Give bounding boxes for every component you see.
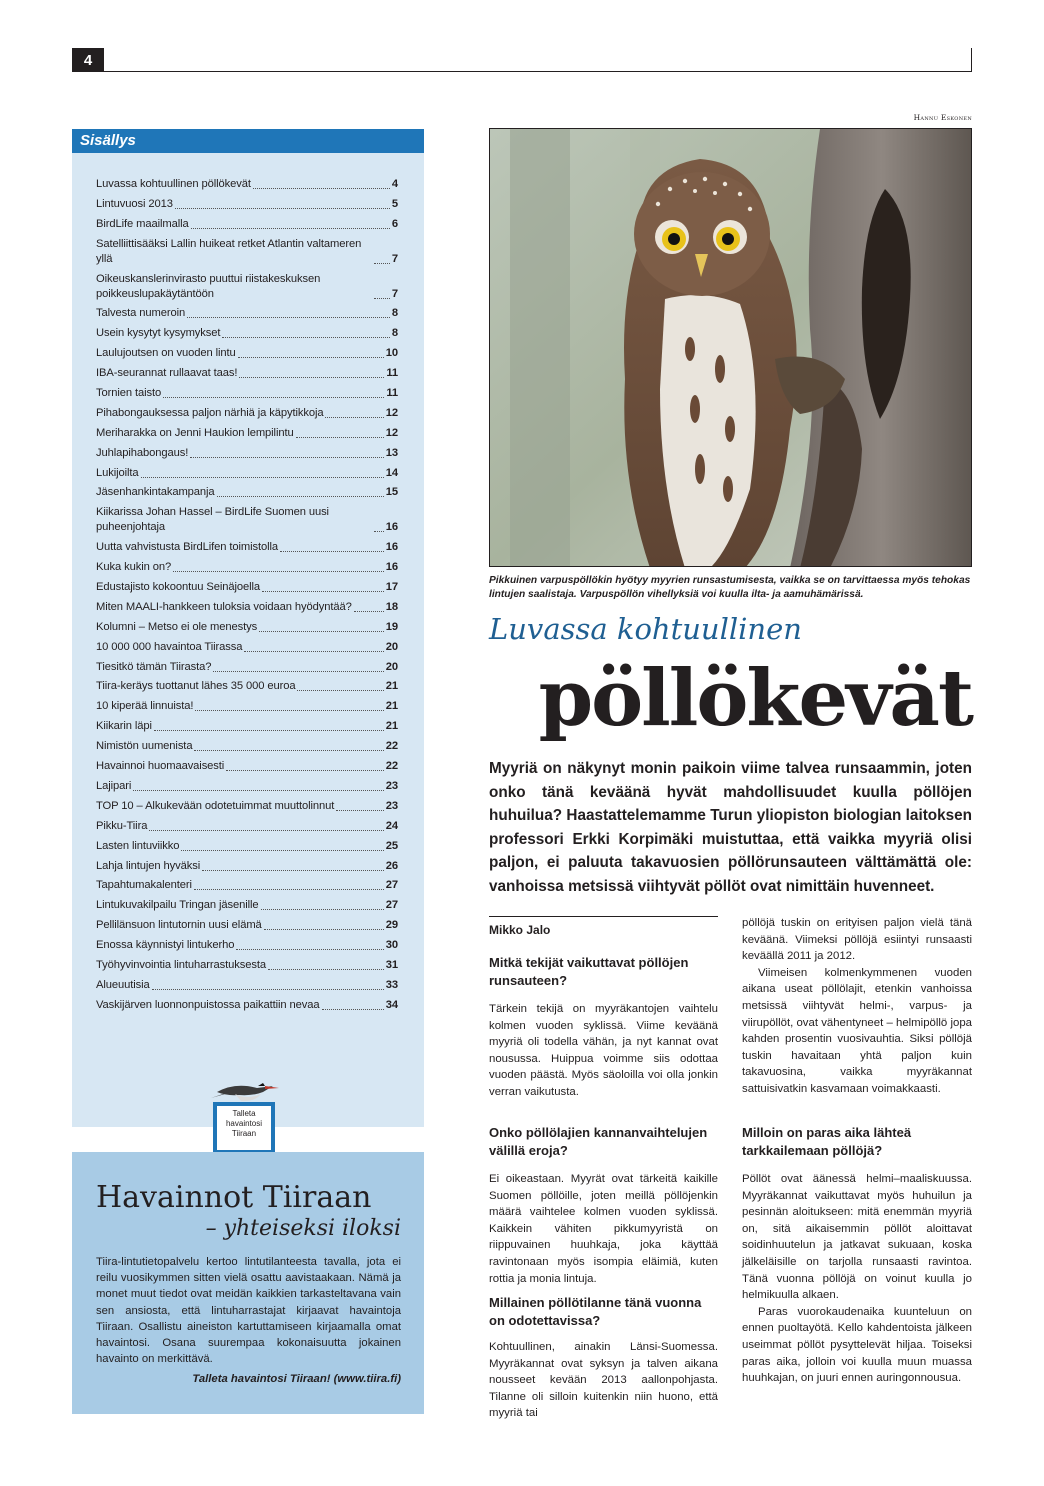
tiira-ad-subtitle: – yhteiseksi iloksi <box>205 1216 401 1241</box>
toc-item-title: Edustajisto kokoontuu Seinäjoella <box>96 581 261 594</box>
toc-item-title: Tiira-keräys tuottanut lähes 35 000 euroa <box>96 680 296 693</box>
toc-leader <box>226 770 384 771</box>
toc-leader <box>253 188 390 189</box>
toc-item[interactable] <box>96 177 398 192</box>
toc-item-page: 24 <box>385 819 398 832</box>
toc-item-title: Laulujoutsen on vuoden lintu <box>96 347 236 360</box>
toc-item-page: 22 <box>385 740 398 753</box>
toc-item[interactable] <box>96 346 398 361</box>
column-2-paragraph-2: Viimeisen kolmenkymmenen vuoden aikana useat pöllölajit, etenkin vanhoissa metsissä viihtyvät helmi-, varpus- ja viirupöllöt, ovat vähentyneet – helmipöllö jopa kahden prosentin vuosivauhtia. Siksi pöllöjä tuskin havaitaan yhtä paljon kuin takavuosina, vaikka myyräkannat sattuisivatkin kasvamaan voimakkaasti. <box>742 966 972 1095</box>
toc-item[interactable] <box>96 386 398 401</box>
toc-item[interactable] <box>96 660 398 675</box>
toc-item-page: 7 <box>391 287 398 300</box>
toc-item[interactable] <box>96 237 398 267</box>
toc-item-title: Jäsenhankintakampanja <box>96 486 215 499</box>
toc-item-title: TOP 10 – Alkukevään odotetuimmat muuttolinnut <box>96 799 335 812</box>
toc-item[interactable] <box>96 918 398 933</box>
column-2-paragraph-1: pöllöjä tuskin on erityisen paljon vielä tänä keväänä. Viimeksi pöllöjä esiintyi runsaasti keväällä 2011 ja 2012. <box>742 917 972 963</box>
toc-item-page: 17 <box>385 581 398 594</box>
question-3: Millainen pöllötilanne tänä vuonna on odotettavissa? <box>489 1295 702 1328</box>
toc-item[interactable] <box>96 485 398 500</box>
toc-item-page: 33 <box>385 978 398 991</box>
toc-leader <box>163 397 384 398</box>
toc-leader <box>217 496 384 497</box>
toc-item-title: Kuka kukin on? <box>96 561 172 574</box>
toc-item-page: 13 <box>385 446 398 459</box>
toc-item-title: Enossa käynnistyi lintukerho <box>96 939 235 952</box>
toc-leader <box>194 750 383 751</box>
answer-3 <box>489 1339 718 1422</box>
toc-item-title: 10 kiperää linnuista! <box>96 700 194 713</box>
toc-title: Sisällys <box>72 129 424 153</box>
toc-item[interactable] <box>96 406 398 421</box>
toc-leader <box>154 730 384 731</box>
toc-item[interactable] <box>96 580 398 595</box>
toc-item[interactable] <box>96 878 398 893</box>
toc-leader <box>264 929 384 930</box>
photo-credit: Hannu Eskonen <box>913 113 972 122</box>
toc-leader <box>175 208 390 209</box>
article-lead: Myyriä on näkynyt monin paikoin viime talvea runsaammin, joten onko tänä keväänä hyvät mahdollisuudet kuulla pöllöjen huhuilua? Haastattelemamme Turun yliopiston biologian laitoksen professori Erkki Korpimäki muistuttaa, että vaikka myyriä olisi paljon, ei paluuta takavuosien pöllörunsauteen välttämättä ole: vanhoissa metsissä viihtyvät pöllöt ovat nimittäin huvenneet. <box>489 760 972 895</box>
toc-item-title: Lintukuvakilpailu Tringan jäsenille <box>96 899 259 912</box>
toc-leader <box>296 437 384 438</box>
toc-leader <box>262 591 384 592</box>
toc-item-page: 20 <box>385 660 398 673</box>
toc-item[interactable] <box>96 938 398 953</box>
logo-line-3: Tiiraan <box>231 1129 257 1138</box>
logo-line-1: Talleta <box>232 1109 256 1118</box>
toc-item-page: 12 <box>385 406 398 419</box>
toc-item-page: 26 <box>385 859 398 872</box>
toc-item[interactable] <box>96 978 398 993</box>
owl-photo <box>489 128 972 567</box>
toc-item-title: Tiesitkö tämän Tiirasta? <box>96 660 212 673</box>
answer-4 <box>742 1171 972 1387</box>
toc-item-title: BirdLife maailmalla <box>96 217 189 230</box>
tern-icon <box>211 1083 279 1101</box>
toc-leader <box>202 870 384 871</box>
toc-item-title: Kiikarin läpi <box>96 720 152 733</box>
answer-3-text: Kohtuullinen, ainakin Länsi-Suomessa. Myyräkannat ovat syksyn ja talven aikana nousseet kevään 2013 aallonpohjasta. Tilanne oli silloin kuitenkin niin huono, että myyriä tai <box>489 1341 718 1420</box>
toc-item-page: 21 <box>385 700 398 713</box>
toc-leader <box>325 417 383 418</box>
toc-item-title: Juhlapihabongaus! <box>96 446 189 459</box>
toc-item-page: 21 <box>385 720 398 733</box>
toc-leader <box>181 850 383 851</box>
toc-item-page: 22 <box>385 760 398 773</box>
toc-item[interactable] <box>96 306 398 321</box>
toc-leader <box>244 651 383 652</box>
toc-leader <box>173 571 384 572</box>
toc-item-title: Miten MAALI-hankkeen tuloksia voidaan hyödyntää? <box>96 600 352 613</box>
toc-item[interactable] <box>96 620 398 635</box>
toc-item-title: Nimistön uumenista <box>96 740 193 753</box>
answer-4-paragraph-2: Paras vuorokaudenaika kuunteluun on ennen puoltayötä. Kello kahdentoista jälkeen useimmat pöllöt pysyttelevät hiljaa. Toiseksi paras aika, jolloin voi kuulla muun muassa huuhkajan, on juuri ennen auringonnousua. <box>742 1305 972 1385</box>
toc-item[interactable] <box>96 898 398 913</box>
toc-item[interactable] <box>96 540 398 555</box>
toc-leader <box>191 228 390 229</box>
toc-item-title: Alueuutisia <box>96 978 150 991</box>
toc-item-title: Lukijoilta <box>96 466 139 479</box>
byline-rule <box>489 916 718 917</box>
toc-item[interactable] <box>96 699 398 714</box>
article-headline: pöllökevät <box>538 653 972 744</box>
article-byline: Mikko Jalo <box>489 923 551 937</box>
toc-item[interactable] <box>96 426 398 441</box>
toc-item-page: 31 <box>385 958 398 971</box>
answer-2 <box>489 1171 718 1287</box>
toc-item-title: Lahja lintujen hyväksi <box>96 859 201 872</box>
toc-item[interactable] <box>96 799 398 814</box>
toc-item-page: 11 <box>386 387 398 400</box>
toc-item-title: Talvesta numeroin <box>96 307 186 320</box>
toc-item[interactable] <box>96 759 398 774</box>
answer-2-text: Ei oikeastaan. Myyrät ovat tärkeitä kaikille Suomen pöllöille, joten meillä pöllöjenkin määrä vaihtelee kolmen vuoden syklissä. Kaikkein vähiten pikkumyyristä on riippuvainen huuhkaja, joka käyttää ravintonaan myös isompia eläimiä, kuten rottia ja monia lintuja. <box>489 1173 718 1285</box>
toc-item-page: 11 <box>386 367 398 380</box>
toc-leader <box>261 909 384 910</box>
toc-item-page: 20 <box>385 640 398 653</box>
toc-item-page: 30 <box>385 939 398 952</box>
toc-item[interactable] <box>96 958 398 973</box>
toc-item-title: Satelliittisääksi Lallin huikeat retket Atlantin valtameren yllä <box>96 237 362 265</box>
toc-leader <box>152 989 384 990</box>
toc-item[interactable] <box>96 819 398 834</box>
toc-leader <box>141 477 384 478</box>
toc-leader <box>187 317 390 318</box>
toc-leader <box>133 790 383 791</box>
toc-item-title: Havainnoi huomaavaisesti <box>96 760 225 773</box>
photo-caption: Pikkuinen varpuspöllökin hyötyy myyrien runsastumisesta, vaikka se on tarvittaessa myös tehokas lintujen saalistaja. Varpuspöllön vihellyksiä voi kuulla ilta- ja aamuhämärissä. <box>489 575 971 600</box>
toc-item-title: IBA-seurannat rullaavat taas! <box>96 367 238 380</box>
toc-item-page: 23 <box>385 799 398 812</box>
column-2-top <box>742 915 972 1098</box>
toc-leader <box>239 377 384 378</box>
owl-illustration <box>490 129 972 567</box>
toc-item[interactable] <box>96 998 398 1013</box>
toc-item[interactable] <box>96 859 398 874</box>
answer-1-text: Tärkein tekijä on myyräkantojen vaihtelu kolmen vuoden syklissä. Viime keväänä myyriä oli todella vähän, ja nyt kannat ovat nousussa. Huippua voimme siis odottaa vuoden päästä. Myös säoloilla voi olla jonkin verran vaikutusta. <box>489 1003 718 1098</box>
toc-item-title: Kolumni – Metso ei ole menestys <box>96 620 258 633</box>
toc-leader <box>236 949 383 950</box>
toc-item-page: 18 <box>385 600 398 613</box>
toc-item-page: 25 <box>385 839 398 852</box>
toc-item-page: 12 <box>385 426 398 439</box>
toc-item-title: Vaskijärven luonnonpuistossa paikattiin nevaa <box>96 998 320 1011</box>
toc-item[interactable] <box>96 779 398 794</box>
toc-list <box>96 177 398 1018</box>
toc-leader <box>238 357 384 358</box>
toc-item-title: Pihabongauksessa paljon närhiä ja käpytikkoja <box>96 406 324 419</box>
toc-leader <box>268 969 384 970</box>
toc-item[interactable] <box>96 366 398 381</box>
toc-item-title: Lintuvuosi 2013 <box>96 197 173 210</box>
page-number: 4 <box>72 48 104 72</box>
toc-item-page: 23 <box>385 779 398 792</box>
toc-item-title: Lajipari <box>96 779 132 792</box>
toc-item[interactable] <box>96 505 398 535</box>
toc-item-page: 10 <box>385 347 398 360</box>
toc-item-page: 4 <box>391 178 398 190</box>
toc-item-page: 6 <box>391 217 398 230</box>
toc-item-title: 10 000 000 havaintoa Tiirassa <box>96 640 243 653</box>
toc-item-title: Tapahtumakalenteri <box>96 879 192 892</box>
toc-item-page: 16 <box>385 541 398 554</box>
toc-item-page: 27 <box>385 879 398 892</box>
toc-item-page: 5 <box>391 197 398 210</box>
toc-leader <box>195 710 383 711</box>
toc-leader <box>322 1009 384 1010</box>
toc-leader <box>194 889 384 890</box>
toc-item[interactable] <box>96 560 398 575</box>
toc-item-title: Työhyvinvointia lintuharrastuksesta <box>96 958 266 971</box>
toc-item-title: Usein kysytyt kysymykset <box>96 327 221 340</box>
toc-item[interactable] <box>96 217 398 232</box>
toc-item[interactable] <box>96 640 398 655</box>
toc-item[interactable] <box>96 719 398 734</box>
answer-4-paragraph-1: Pöllöt ovat äänessä helmi–maaliskuussa. Myyräkannat vaikuttavat myös huhuilun ja pesinnän aloitukseen: mitä enemmän myyriä on, sitä aikaisemmin pöllöt aloittavat soidinhuutelun ja jatkavat sukuaan, koska jälkeläisille on tarjolla runsaasti ravintoa. Tänä vuonna pöllöjä on voinut kuulla jo helmikuulla alkaen. <box>742 1173 972 1302</box>
toc-leader <box>354 611 384 612</box>
toc-item-page: 19 <box>385 620 398 633</box>
toc-item-page: 8 <box>391 327 398 340</box>
toc-leader <box>222 337 389 338</box>
toc-item-title: Lasten lintuviikko <box>96 839 180 852</box>
toc-item-page: 16 <box>385 521 398 534</box>
toc-leader <box>297 690 383 691</box>
toc-item[interactable] <box>96 326 398 341</box>
toc-item-page: 21 <box>385 680 398 693</box>
toc-item-title: Meriharakka on Jenni Haukion lempilintu <box>96 426 294 439</box>
toc-item-title: Pikku-Tiira <box>96 819 148 832</box>
toc-item-page: 27 <box>385 899 398 912</box>
answer-1 <box>489 1001 718 1101</box>
tiira-ad-title: Havainnot Tiiraan <box>96 1180 372 1215</box>
toc-item[interactable] <box>96 272 398 302</box>
toc-item-page: 29 <box>385 919 398 932</box>
toc-item-page: 15 <box>385 486 398 499</box>
toc-item[interactable] <box>96 446 398 461</box>
toc-item[interactable] <box>96 679 398 694</box>
header-rule-end <box>971 48 972 72</box>
toc-item-page: 7 <box>391 252 398 265</box>
toc-item-page: 34 <box>385 998 398 1011</box>
header-rule <box>104 71 972 72</box>
question-1: Mitkä tekijät vaikuttavat pöllöjen runsauteen? <box>489 955 689 988</box>
tiira-ad-footer: Talleta havaintosi Tiiraan! (www.tiira.fi) <box>192 1373 401 1385</box>
toc-leader <box>374 263 390 264</box>
tiira-ad-text: Tiira-lintutietopalvelu kertoo lintutilanteesta tavalla, jota ei reilu vuosikymmen sitten vielä osattu aavistaakaan. Nämä ja monet muut tiedot ovat meidän kaikkien tarkasteltavana vain sen ansiosta, että lintuharrastajat kirjaavat havaintoja Tiiraan. Osallistu aineiston kartuttamiseen kirjaamalla omat havaintosi. Osana suurempaa kokonaisuutta jokainen havainto on merkittävä. <box>96 1256 401 1366</box>
toc-leader <box>374 531 384 532</box>
toc-item-title: Oikeuskanslerinvirasto puuttui riistakeskuksen poikkeuslupakäytäntöön <box>96 272 321 300</box>
toc-leader <box>149 830 383 831</box>
toc-leader <box>190 457 384 458</box>
toc-leader <box>280 551 384 552</box>
question-4: Milloin on paras aika lähteä tarkkailemaan pöllöjä? <box>742 1125 912 1158</box>
toc-item-title: Tornien taisto <box>96 387 162 400</box>
article-kicker: Luvassa kohtuullinen <box>489 612 802 646</box>
toc-leader <box>213 671 383 672</box>
question-2: Onko pöllölajien kannanvaihtelujen välillä eroja? <box>489 1125 708 1158</box>
toc-item-page: 14 <box>385 466 398 479</box>
toc-item-title: Uutta vahvistusta BirdLifen toimistolla <box>96 541 279 554</box>
toc-item[interactable] <box>96 466 398 481</box>
toc-item-page: 8 <box>391 307 398 320</box>
toc-item-title: Luvassa kohtuullinen pöllökevät <box>96 178 251 190</box>
toc-item[interactable] <box>96 600 398 615</box>
toc-item[interactable] <box>96 839 398 854</box>
toc-item-page: 16 <box>385 561 398 574</box>
toc-leader <box>374 298 390 299</box>
logo-line-2: havaintosi <box>225 1119 263 1128</box>
toc-item[interactable] <box>96 739 398 754</box>
toc-item-title: Kiikarissa Johan Hassel – BirdLife Suomen uusi puheenjohtaja <box>96 506 329 534</box>
toc-leader <box>259 631 384 632</box>
toc-item-title: Pellilänsuon lintutornin uusi elämä <box>96 919 262 932</box>
toc-item[interactable] <box>96 197 398 212</box>
toc-leader <box>336 810 384 811</box>
